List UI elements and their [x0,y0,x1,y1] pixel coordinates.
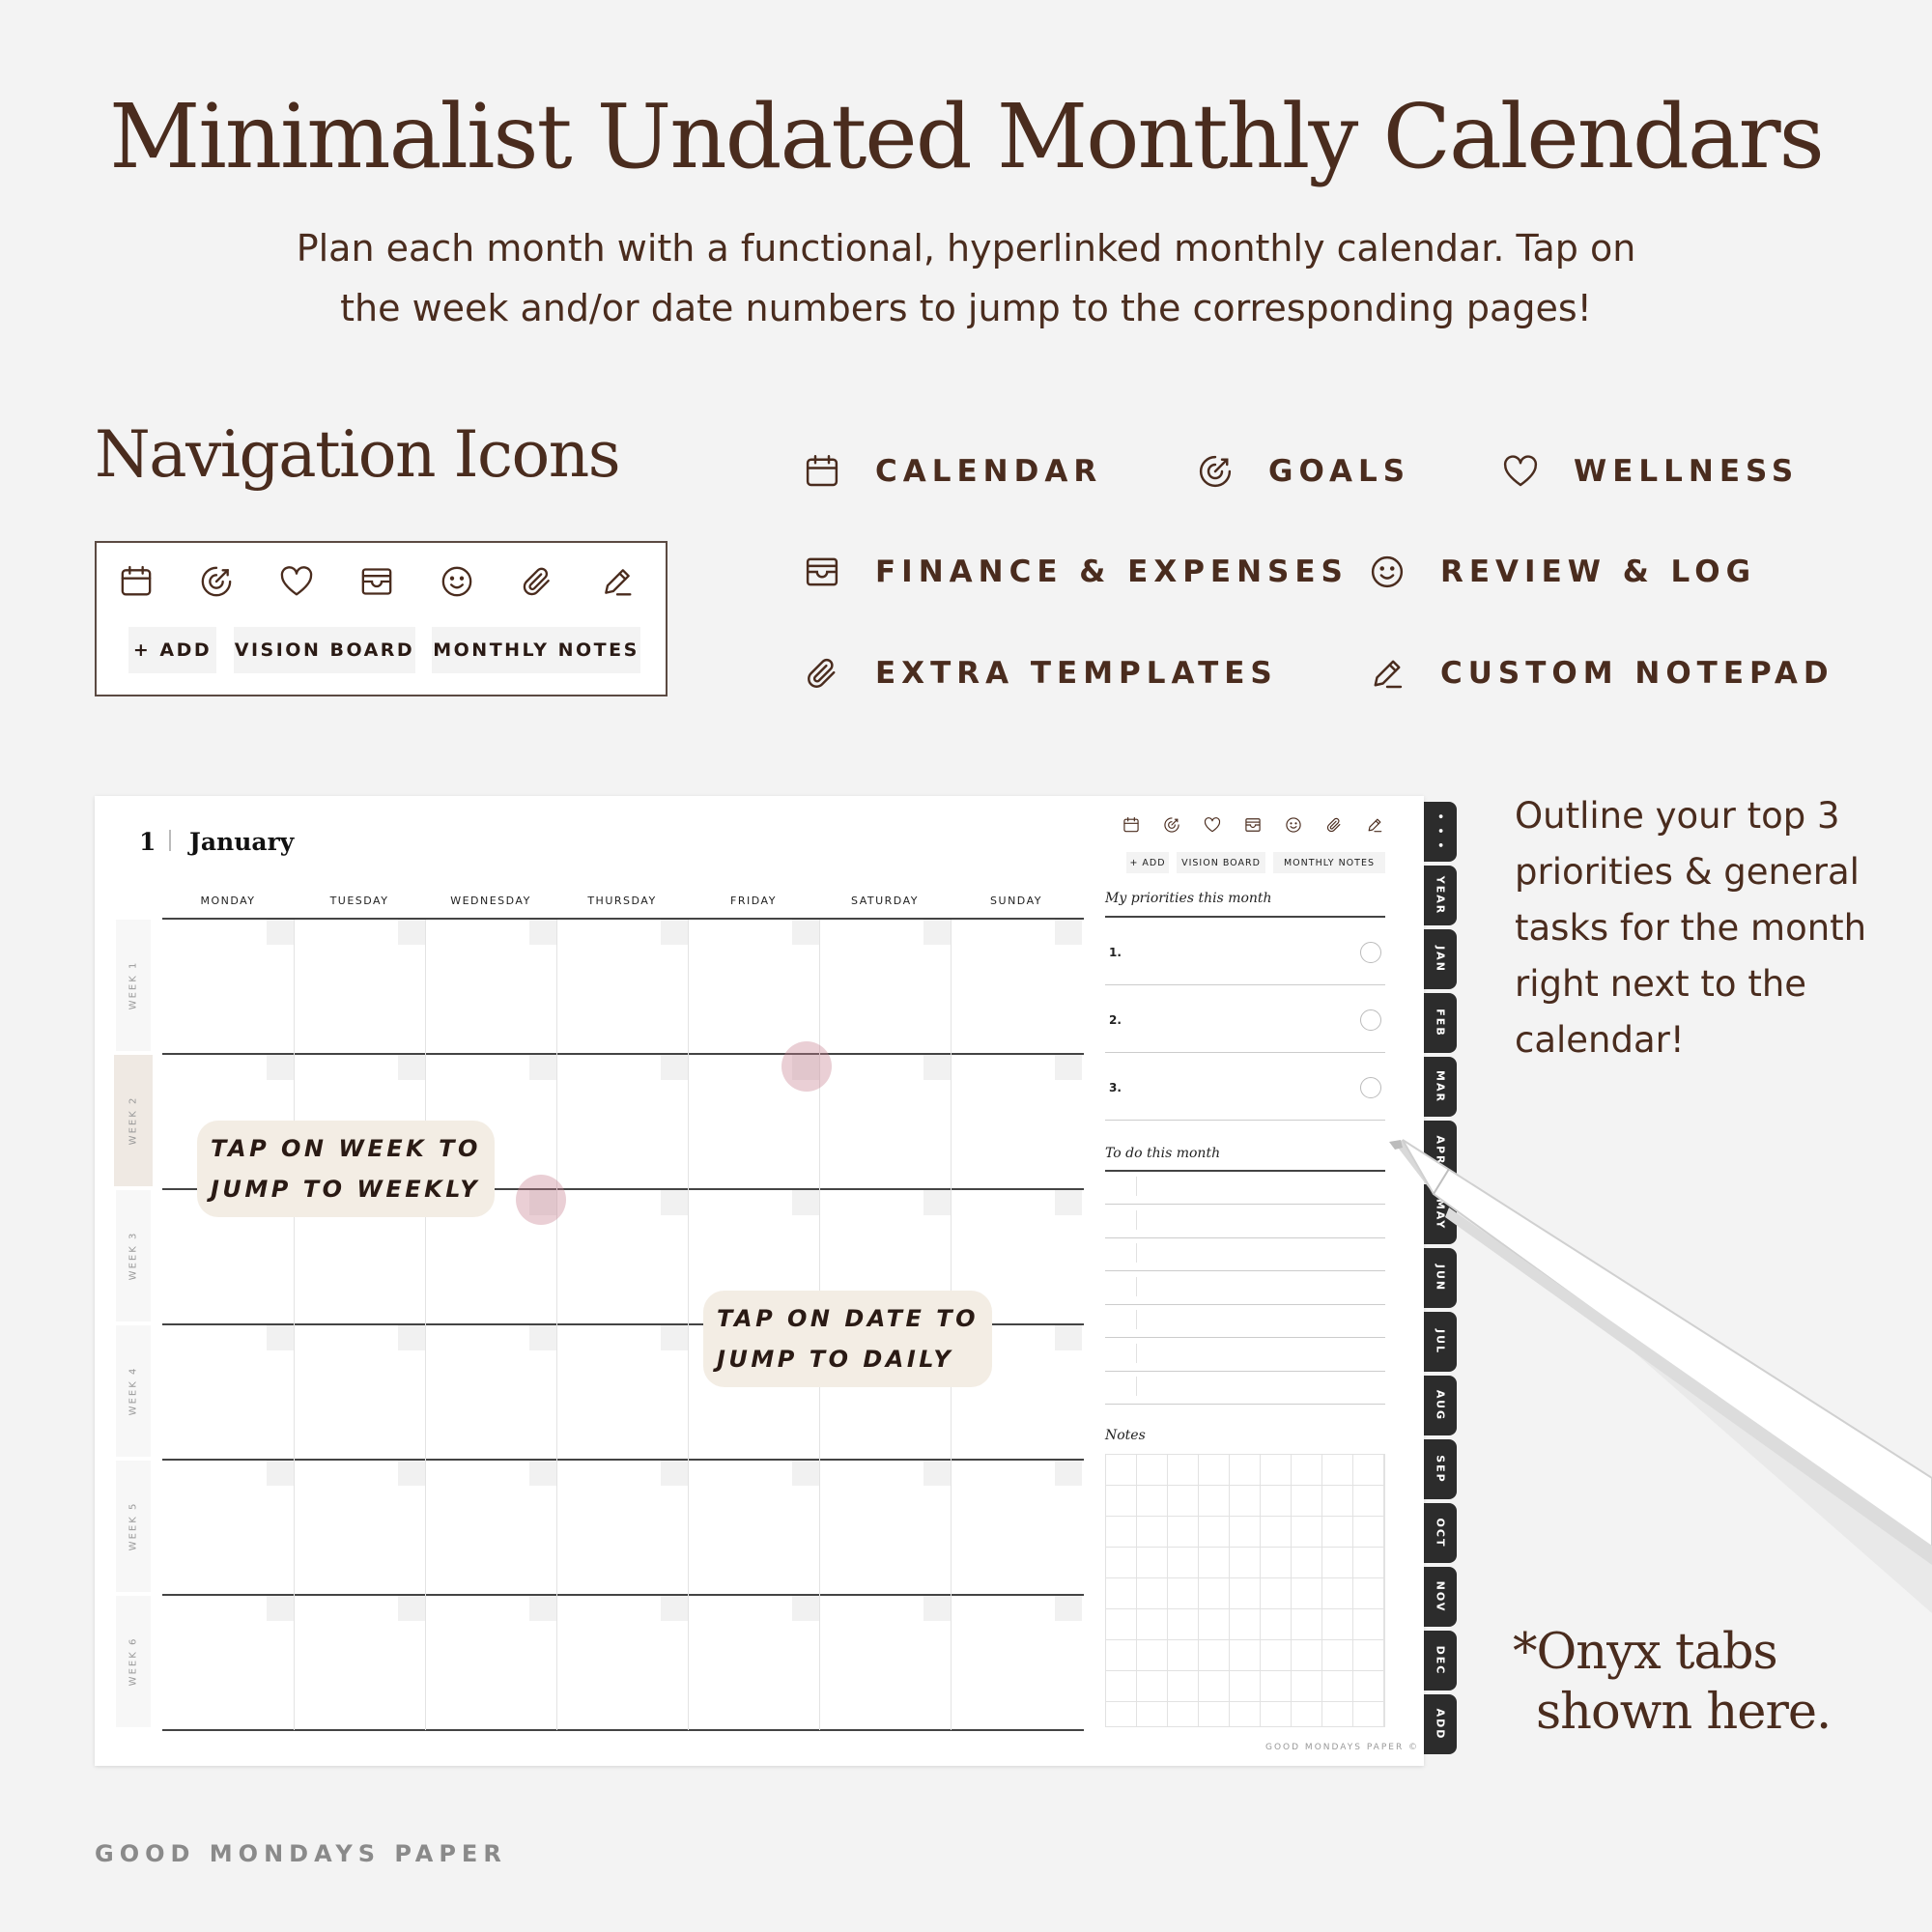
brand-footer: GOOD MONDAYS PAPER [95,1840,507,1867]
month-tab-label: ADD [1434,1708,1447,1741]
paperclip-icon[interactable] [1324,815,1344,835]
week-callout-line-2: JUMP TO WEEKLY [211,1176,481,1203]
vision-board-button[interactable]: VISION BOARD [1177,852,1265,873]
legend-wellness [1500,451,1799,492]
onyx-note-line-1: *Onyx tabs [1513,1624,1777,1681]
date-number-link[interactable] [267,920,294,945]
date-number-link[interactable] [529,920,556,945]
date-number-link[interactable] [1055,1325,1082,1350]
day-header: SATURDAY [851,895,919,907]
month-tab-label: APR [1434,1135,1447,1166]
date-number-link[interactable] [267,1461,294,1486]
legend-review-label: REVIEW & LOG [1440,554,1757,589]
week-label: WEEK 5 [128,1501,139,1551]
notes-heading: Notes [1105,1428,1146,1443]
month-tab-label: JAN [1434,946,1447,973]
todo-line [1105,1204,1385,1205]
todo-line [1105,1304,1385,1305]
onyx-note-line-2: shown here. [1536,1684,1832,1741]
add-button[interactable]: + ADD [128,627,216,673]
description-line: Outline your top 3 [1515,795,1840,837]
priority-line [1105,984,1385,985]
date-number-link[interactable] [529,1055,556,1080]
date-number-link[interactable] [267,1055,294,1080]
todo-checkbox-divider [1136,1277,1137,1296]
month-tab-label: JUL [1434,1328,1447,1355]
date-number-link[interactable] [923,1461,951,1486]
week-1-link[interactable] [116,920,151,1051]
todo-checkbox-divider [1136,1377,1137,1396]
todo-checkbox-divider [1136,1177,1137,1196]
date-number-link[interactable] [792,1190,819,1215]
goals-icon[interactable] [197,562,236,601]
description-line: calendar! [1515,1019,1685,1061]
legend-extra-label: EXTRA TEMPLATES [875,656,1278,691]
todo-line [1105,1371,1385,1372]
month-tab[interactable] [1424,1631,1457,1690]
vision-board-button[interactable]: VISION BOARD [234,627,415,673]
week-label: WEEK 3 [128,1231,139,1281]
week-4-link[interactable] [116,1325,151,1457]
date-number-link[interactable] [661,1325,688,1350]
legend-calendar-label: CALENDAR [875,454,1103,489]
date-number-link[interactable] [1055,920,1082,945]
notes-grid[interactable] [1105,1454,1385,1727]
legend-goals-label: GOALS [1268,454,1411,489]
month-tab[interactable] [1424,866,1457,925]
month-tab[interactable] [1424,929,1457,989]
date-number-link[interactable] [267,1596,294,1621]
finance-icon [802,552,842,592]
date-number-link[interactable] [923,1596,951,1621]
add-button[interactable]: + ADD [1126,852,1169,873]
priority-line [1105,1052,1385,1053]
date-number-link[interactable] [792,1596,819,1621]
heart-icon [1500,451,1541,492]
subtitle-line-2: the week and/or date numbers to jump to the corresponding pages! [340,287,1592,329]
grid-column-line [294,920,295,1730]
monthly-notes-button[interactable]: MONTHLY NOTES [1273,852,1385,873]
date-number-link[interactable] [923,1190,951,1215]
date-number-link[interactable] [398,1461,425,1486]
date-number-link[interactable] [267,1325,294,1350]
goals-icon[interactable] [1162,815,1181,835]
week-callout [197,1121,495,1217]
description-line: right next to the [1515,963,1807,1005]
date-callout-line-1: TAP ON DATE TO [717,1305,979,1332]
date-number-link[interactable] [1055,1055,1082,1080]
tap-indicator [781,1041,832,1092]
monthly-notes-button[interactable]: MONTHLY NOTES [432,627,640,673]
paperclip-icon[interactable] [518,562,556,601]
description-line: tasks for the month [1515,907,1867,949]
week-label: WEEK 1 [128,960,139,1010]
grid-row-line [162,1729,1084,1731]
date-number-link[interactable] [792,1461,819,1486]
date-number-link[interactable] [529,1596,556,1621]
legend-review [1367,552,1756,592]
pencil-icon[interactable] [1365,815,1384,835]
date-number-link[interactable] [529,1325,556,1350]
month-tab-label: • • • [1434,812,1447,851]
month-tab-label: SEP [1434,1455,1447,1484]
date-number-link[interactable] [398,1596,425,1621]
date-callout-line-2: JUMP TO DAILY [717,1346,954,1373]
month-tab-label: JUN [1434,1264,1447,1293]
calendar-icon [802,451,842,492]
todo-line [1105,1237,1385,1238]
date-number-link[interactable] [529,1461,556,1486]
week-label: WEEK 4 [128,1366,139,1416]
month-tab-label: MAR [1434,1070,1447,1103]
date-number-link[interactable] [398,920,425,945]
smiley-icon[interactable] [438,562,476,601]
month-tab[interactable] [1424,1057,1457,1117]
priority-checkbox[interactable] [1360,1077,1381,1098]
priorities-description [1515,788,1920,1068]
priority-checkbox[interactable] [1360,1009,1381,1031]
day-header: SUNDAY [990,895,1042,907]
onyx-tabs-note [1513,1623,1918,1743]
pencil-icon [1367,653,1407,694]
month-tab-label: YEAR [1434,875,1447,916]
pencil-icon[interactable] [598,562,637,601]
smiley-icon [1367,552,1407,592]
legend-goals [1195,451,1410,492]
legend-notepad [1367,653,1834,694]
page-title: Minimalist Undated Monthly Calendars [109,85,1823,188]
todo-checkbox-divider [1136,1243,1137,1263]
description-line: priorities & general [1515,851,1860,893]
tap-indicator [516,1175,566,1225]
todo-checkbox-divider [1136,1210,1137,1230]
month-number: 1 [139,828,156,856]
legend-extra [802,653,1278,694]
week-2-link[interactable] [114,1055,153,1186]
calendar-icon[interactable] [1122,815,1141,835]
legend-calendar [802,451,1102,492]
todo-checkbox-divider [1136,1310,1137,1329]
month-tab-label: OCT [1434,1518,1447,1548]
legend-wellness-label: WELLNESS [1574,454,1800,489]
priority-line [1105,1120,1385,1121]
week-label: WEEK 2 [128,1095,139,1146]
date-number-link[interactable] [661,1596,688,1621]
date-number-link[interactable] [1055,1596,1082,1621]
priority-number: 1. [1109,946,1122,959]
planner-page [95,796,1424,1766]
week-6-link[interactable] [116,1596,151,1727]
month-tab-label: NOV [1434,1580,1447,1613]
finance-icon[interactable] [357,562,396,601]
date-number-link[interactable] [923,1055,951,1080]
priority-number: 2. [1109,1013,1122,1027]
week-label: WEEK 6 [128,1636,139,1687]
month-tab-label: MAY [1434,1198,1447,1231]
week-callout-line-1: TAP ON WEEK TO [211,1135,481,1162]
priorities-rule [1105,916,1385,918]
day-header: TUESDAY [329,895,389,907]
month-tab-label: DEC [1434,1645,1447,1676]
grid-column-line [556,920,557,1730]
date-number-link[interactable] [1055,1190,1082,1215]
page-subtitle [174,218,1758,338]
month-separator [169,830,171,851]
date-number-link[interactable] [792,920,819,945]
date-number-link[interactable] [1055,1461,1082,1486]
legend-finance-label: FINANCE & EXPENSES [875,554,1349,589]
week-5-link[interactable] [116,1461,151,1592]
nav-icons-heading: Navigation Icons [95,417,620,492]
todo-line [1105,1404,1385,1405]
finance-icon[interactable] [1243,815,1263,835]
day-header: FRIDAY [730,895,777,907]
todo-rule [1105,1170,1385,1172]
date-number-link[interactable] [661,1055,688,1080]
priorities-heading: My priorities this month [1105,891,1272,906]
paperclip-icon [802,653,842,694]
todo-line [1105,1270,1385,1271]
day-header: THURSDAY [587,895,657,907]
date-number-link[interactable] [923,920,951,945]
calendar-icon[interactable] [117,562,156,601]
month-tab-label: AUG [1434,1389,1447,1422]
month-tab[interactable] [1424,1694,1457,1754]
date-number-link[interactable] [661,1461,688,1486]
month-tab-label: FEB [1434,1009,1447,1037]
stylus-pencil-image [1352,1111,1932,1613]
month-tab[interactable] [1424,802,1457,862]
todo-heading: To do this month [1105,1146,1221,1161]
day-header: MONDAY [200,895,256,907]
heart-icon[interactable] [1203,815,1222,835]
grid-column-line [688,920,689,1730]
todo-checkbox-divider [1136,1344,1137,1363]
heart-icon[interactable] [277,562,316,601]
legend-notepad-label: CUSTOM NOTEPAD [1440,656,1834,691]
subtitle-line-1: Plan each month with a functional, hyperlinked monthly calendar. Tap on [296,227,1636,270]
priority-number: 3. [1109,1081,1122,1094]
nav-icons-box [95,541,668,696]
date-number-link[interactable] [398,1325,425,1350]
priority-checkbox[interactable] [1360,942,1381,963]
legend-finance [802,552,1349,592]
goals-icon [1195,451,1236,492]
date-callout [703,1291,992,1387]
date-number-link[interactable] [398,1055,425,1080]
week-3-link[interactable] [116,1190,151,1321]
grid-column-line [425,920,426,1730]
todo-line [1105,1337,1385,1338]
month-tab[interactable] [1424,993,1457,1053]
date-number-link[interactable] [661,920,688,945]
smiley-icon[interactable] [1284,815,1303,835]
date-number-link[interactable] [661,1190,688,1215]
day-header: WEDNESDAY [450,895,531,907]
month-name: January [189,828,295,856]
planner-footer: GOOD MONDAYS PAPER © [1265,1743,1420,1752]
